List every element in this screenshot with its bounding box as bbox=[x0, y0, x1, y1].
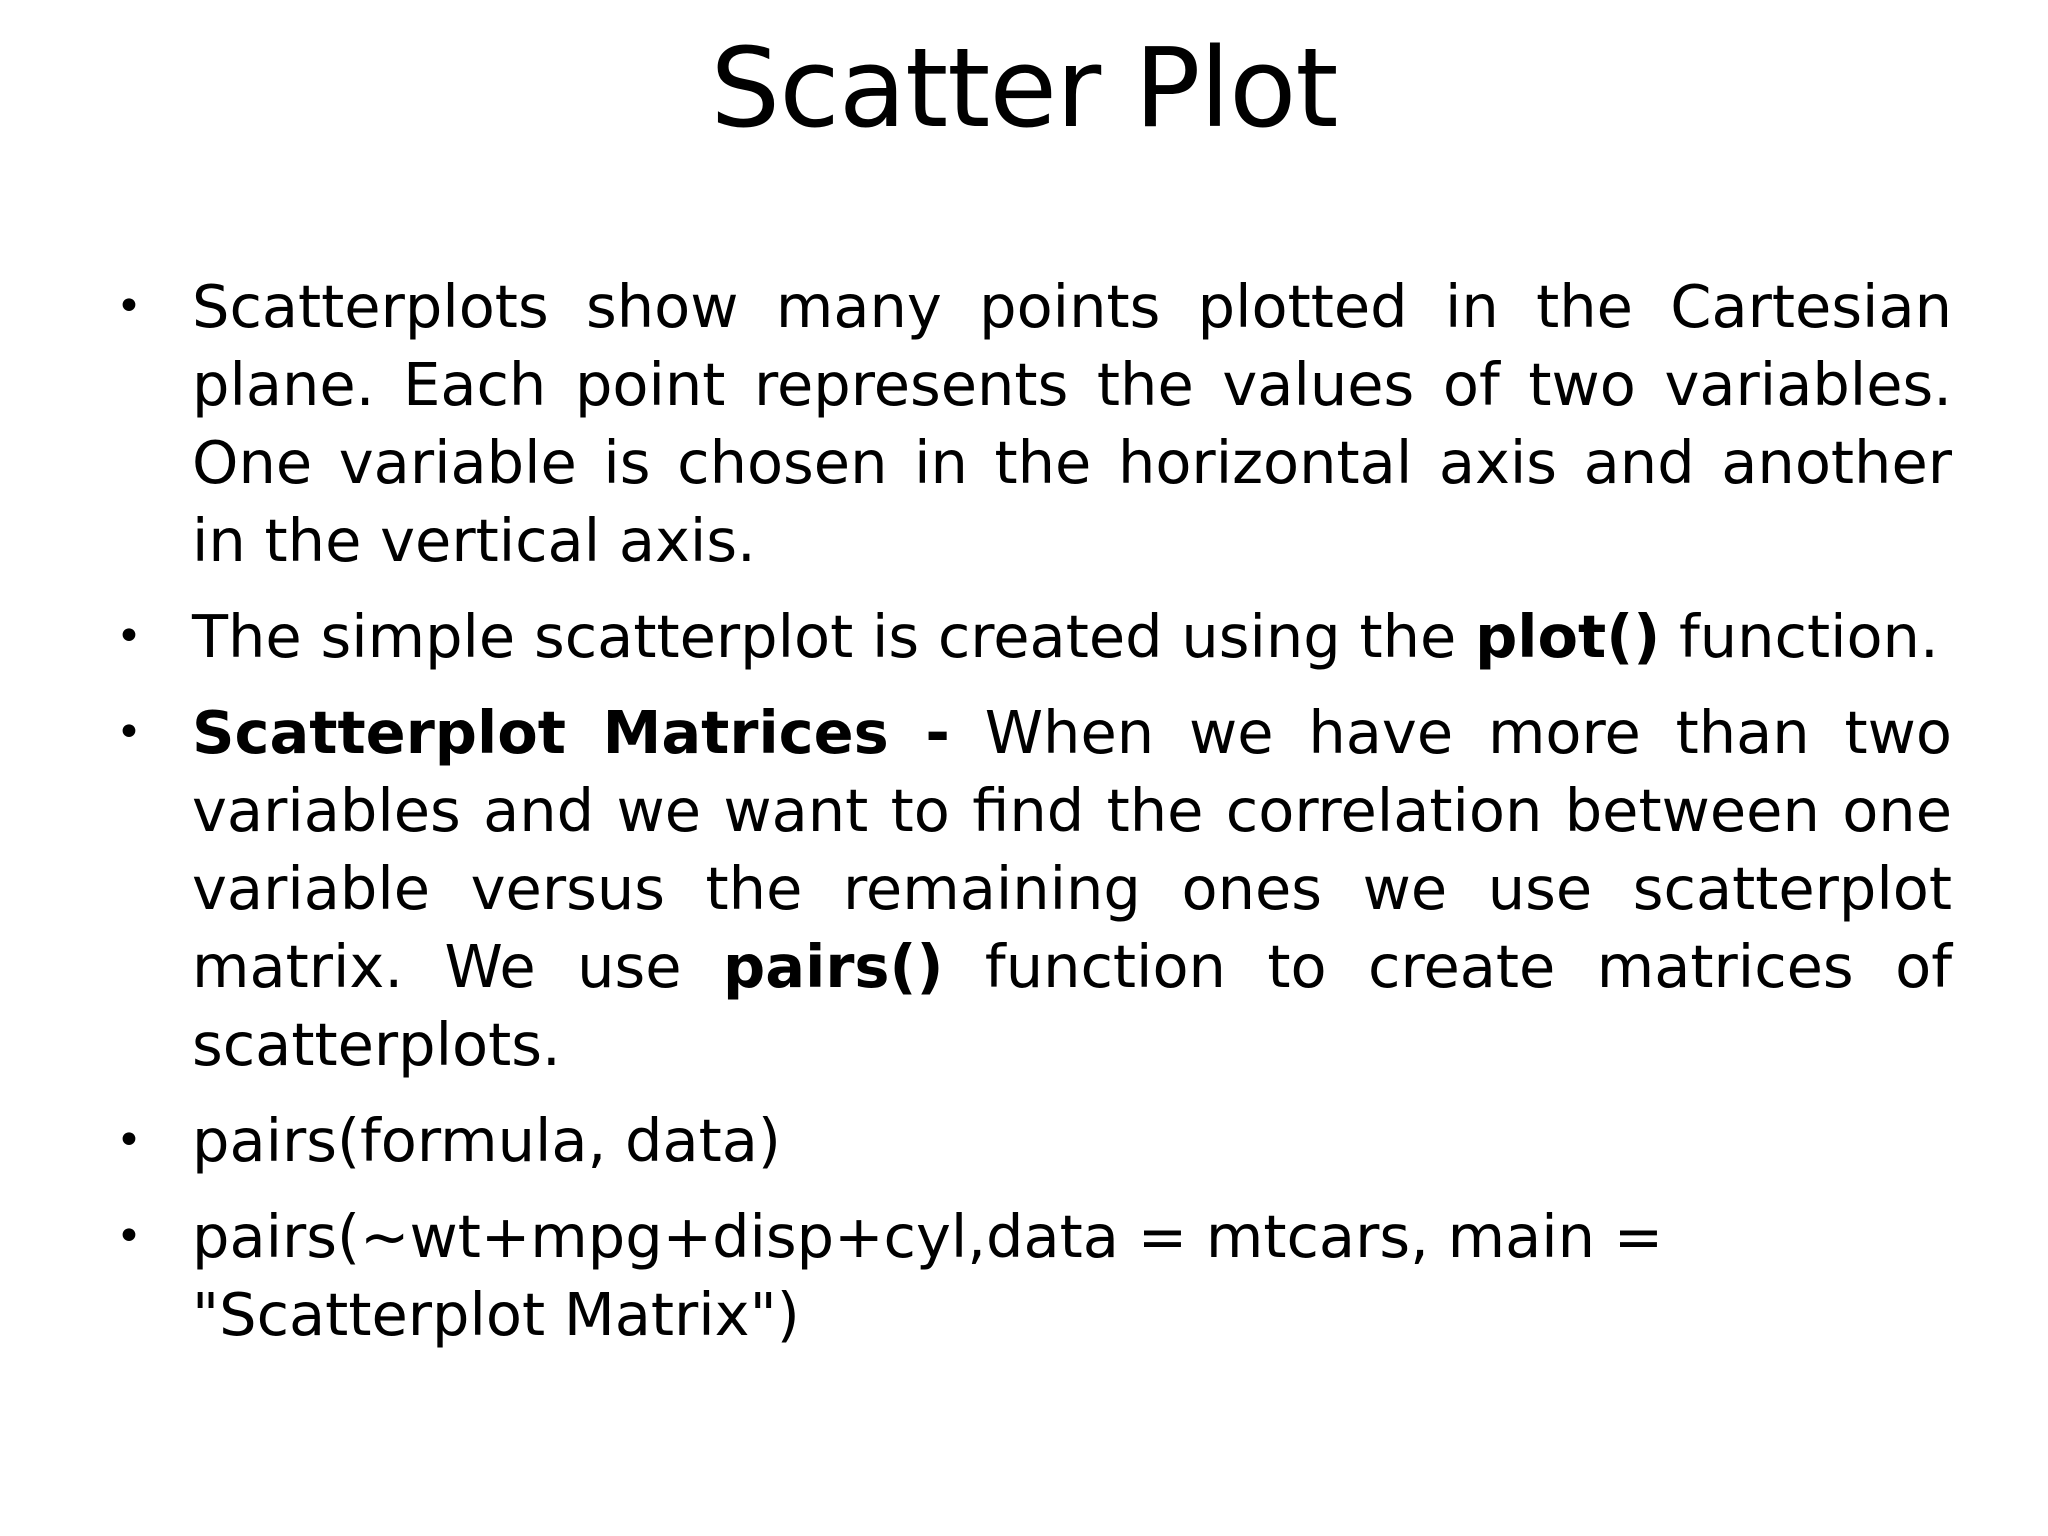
bullet-item-scatterplots-definition bbox=[112, 268, 1952, 580]
bullet-item-plot-function bbox=[112, 598, 1952, 676]
bullet-item-pairs-example bbox=[112, 1198, 1952, 1354]
bullet-icon: • bbox=[116, 707, 142, 758]
bullet-text: function. bbox=[1660, 602, 1939, 671]
bullet-text: When we have more than two variables and we want to find the correlation between one variable versus the remaining ones we use scatterplot matrix. We use bbox=[192, 698, 1952, 1001]
bullet-bold-text: pairs() bbox=[723, 932, 944, 1001]
bullet-list bbox=[112, 268, 1952, 1372]
bullet-icon: • bbox=[116, 281, 142, 332]
bullet-bold-text: plot() bbox=[1475, 602, 1661, 671]
bullet-text: function to create matrices of scatterplots. bbox=[192, 932, 1952, 1079]
bullet-item-scatterplot-matrices bbox=[112, 694, 1952, 1084]
bullet-text: pairs(formula, data) bbox=[192, 1106, 781, 1175]
bullet-text-line-2: "Scatterplot Matrix") bbox=[192, 1280, 800, 1349]
bullet-icon: • bbox=[116, 611, 142, 662]
bullet-text: The simple scatterplot is created using the bbox=[192, 602, 1476, 671]
bullet-text: Scatterplots show many points plotted in the Cartesian plane. Each point represents the values of two variables. One variable is chosen in the horizontal axis and another in the vertical axis. bbox=[192, 272, 1952, 575]
bullet-item-pairs-syntax bbox=[112, 1102, 1952, 1180]
slide-title: Scatter Plot bbox=[710, 24, 1338, 152]
bullet-icon: • bbox=[116, 1211, 142, 1262]
bullet-text-line-1: pairs(~wt+mpg+disp+cyl,data = mtcars, main = bbox=[192, 1202, 1664, 1271]
bullet-icon: • bbox=[116, 1115, 142, 1166]
bullet-bold-text: Scatterplot Matrices - bbox=[192, 698, 950, 767]
